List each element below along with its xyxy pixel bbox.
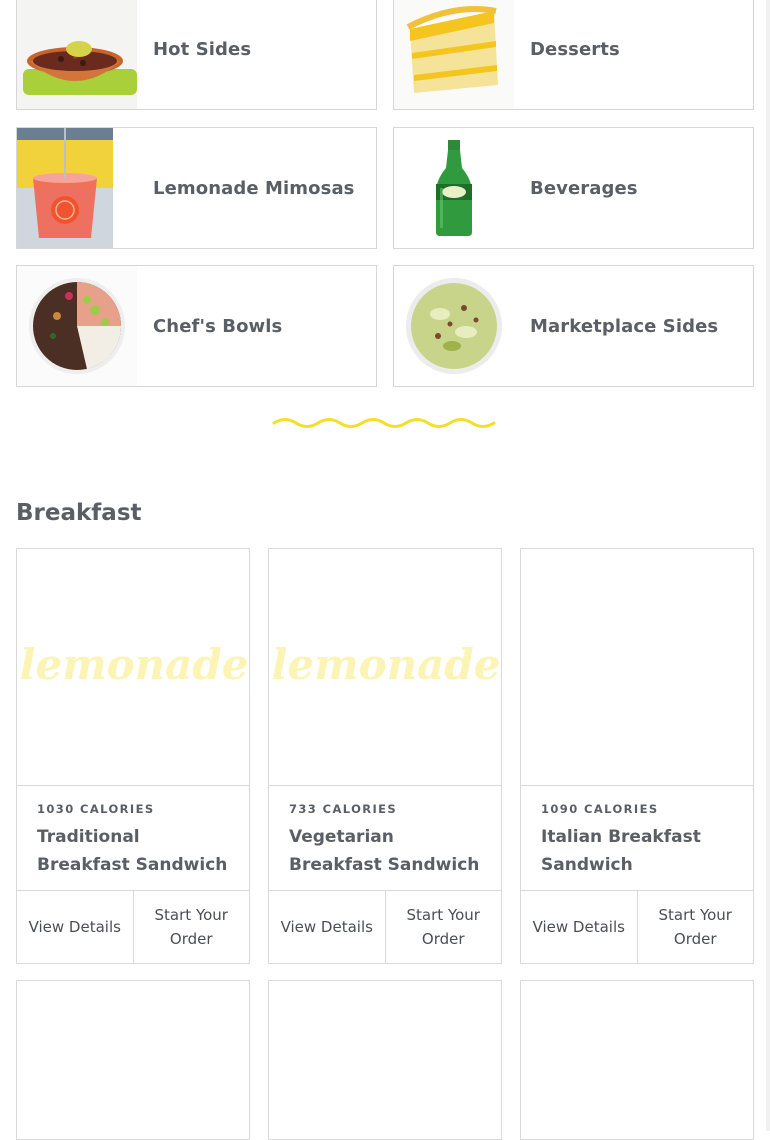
svg-text:lemonade: lemonade [19, 640, 249, 689]
category-card-marketplace-sides[interactable] [393, 265, 754, 387]
calories-label: 1090 CALORIES [541, 802, 659, 816]
product-image-placeholder [521, 549, 753, 786]
category-label: Chef's Bowls [153, 315, 283, 337]
lemonade-logo-icon [271, 637, 501, 697]
category-label: Desserts [530, 38, 620, 60]
calories-label: 1030 CALORIES [37, 802, 155, 816]
start-order-button[interactable]: Start Your Order [637, 891, 754, 963]
category-card-hot-sides[interactable] [16, 0, 377, 110]
product-card [16, 548, 250, 964]
product-image-placeholder [269, 549, 501, 786]
view-details-button[interactable]: View Details [532, 918, 625, 936]
category-label: Lemonade Mimosas [153, 177, 355, 199]
wavy-divider-icon [272, 412, 498, 434]
view-details-button[interactable]: View Details [28, 918, 121, 936]
product-name: Italian Breakfast Sandwich [541, 827, 701, 875]
product-image-placeholder [17, 549, 249, 786]
category-label: Beverages [530, 177, 638, 199]
section-title: Breakfast [16, 500, 142, 526]
page-scrollbar[interactable] [766, 0, 770, 1131]
product-info [269, 786, 501, 891]
product-card [520, 548, 754, 964]
start-order-button[interactable]: Start Your Order [385, 891, 502, 963]
start-order-button[interactable]: Start Your Order [133, 891, 250, 963]
product-name: Vegetarian Breakfast Sandwich [289, 827, 480, 875]
product-name: Traditional Breakfast Sandwich [37, 827, 228, 875]
category-card-lemonade-mimosas[interactable] [16, 127, 377, 249]
product-card [268, 548, 502, 964]
category-card-chefs-bowls[interactable] [16, 265, 377, 387]
category-label: Hot Sides [153, 38, 252, 60]
salad-bowl-photo [394, 266, 514, 386]
product-card [520, 980, 754, 1140]
hot-sides-photo [17, 0, 137, 109]
product-card [268, 980, 502, 1140]
calories-label: 733 CALORIES [289, 802, 398, 816]
dessert-cake-photo [394, 0, 514, 109]
product-info [17, 786, 249, 891]
sparkling-water-bottle-photo [394, 128, 514, 248]
lemonade-logo-icon [19, 637, 249, 697]
mimosa-cup-photo [17, 128, 113, 248]
view-details-button[interactable]: View Details [280, 918, 373, 936]
product-info [521, 786, 753, 891]
svg-text:lemonade: lemonade [271, 640, 501, 689]
category-label: Marketplace Sides [530, 315, 719, 337]
category-card-desserts[interactable] [393, 0, 754, 110]
product-card [16, 980, 250, 1140]
category-card-beverages[interactable] [393, 127, 754, 249]
chefs-bowl-photo [17, 266, 137, 386]
